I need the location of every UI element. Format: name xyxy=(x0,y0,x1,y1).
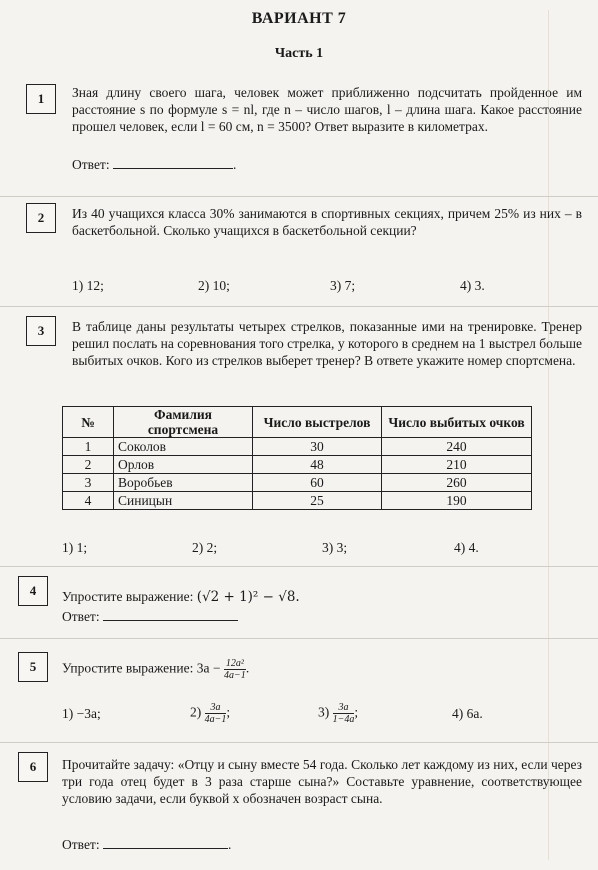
task-3-text: В таблице даны результаты четырех стрелков, показанные ими на тренировке. Тренер решил послать на соревнования того стрелка, у которого в среднем на 1 выстрел больше выбитых очков. Кого из стрелков выберет тренер? В ответе укажите номер спортсмена. xyxy=(72,319,582,368)
task-4-label: Упростите выражение: xyxy=(62,589,194,604)
task-4-answer xyxy=(62,608,238,625)
task-5-text: Упростите выражение: 3a − $\frac{\text{12a²}}{4a-1}$ . xyxy=(62,658,250,681)
fraction-numerator: 3a xyxy=(205,702,227,714)
cell-shots: 30 xyxy=(253,438,382,456)
task-number-3: 3 xyxy=(26,316,56,346)
task-1-text: Зная длину своего шага, человек может приближенно подсчитать пройденное им расстояние s по формуле s = nl, где n – число шагов, l – длина шага. Какое расстояние прошел человек, если l = 60 см, n = 3500? Ответ выразите в километрах. xyxy=(72,85,582,134)
fraction-denominator: 1−4a xyxy=(332,714,355,725)
cell-number: 1 xyxy=(63,438,114,456)
task-2-text: Из 40 учащихся класса 30% занимаются в спортивных секциях, причем 25% из них – в баскетбольной. Сколько учащихся в баскетбольной секции? xyxy=(72,206,582,238)
task-5-label: Упростите выражение: 3a − xyxy=(62,660,221,676)
cell-surname: Воробьев xyxy=(114,474,253,492)
cell-shots: 48 xyxy=(253,456,382,474)
separator xyxy=(0,638,598,639)
task-5-option-1[interactable] xyxy=(62,706,101,722)
option-fraction xyxy=(205,702,227,725)
cell-shots: 60 xyxy=(253,474,382,492)
task-number-2: 2 xyxy=(26,203,56,233)
table-row xyxy=(63,438,532,456)
answer-label: Ответ: xyxy=(72,157,110,172)
table-row xyxy=(63,474,532,492)
task-3-option-1[interactable]: 1) 1; xyxy=(62,540,88,555)
col-header-points: Число выбитых очков xyxy=(382,407,532,438)
fraction-numerator: 3a xyxy=(333,702,355,714)
task-5-option-2[interactable] xyxy=(190,702,230,725)
task-2-option-1[interactable]: 1) 12; xyxy=(72,278,104,293)
option-tail: ; xyxy=(354,704,359,720)
back-page-bleed xyxy=(548,10,589,860)
col-header-shots: Число выстрелов xyxy=(253,407,382,438)
option-label: 3) xyxy=(318,704,330,720)
option-label: 1) −3a; xyxy=(62,706,101,721)
cell-points: 240 xyxy=(382,438,532,456)
answer-label: Ответ: xyxy=(62,609,100,624)
page-title: ВАРИАНТ 7 xyxy=(251,10,347,27)
cell-number: 2 xyxy=(63,456,114,474)
option-label: 4) 6a. xyxy=(452,706,483,721)
separator xyxy=(0,196,598,197)
separator xyxy=(0,742,598,743)
shooters-table xyxy=(62,406,532,510)
col-header-number: № xyxy=(63,407,114,438)
fraction-denominator: 4a−1 xyxy=(223,670,246,681)
answer-line[interactable] xyxy=(113,156,233,169)
task-3-option-2[interactable]: 2) 2; xyxy=(192,540,218,555)
option-label: 2) xyxy=(190,704,202,720)
answer-label: Ответ: xyxy=(62,837,100,852)
separator xyxy=(0,566,598,567)
table-row xyxy=(63,492,532,510)
cell-points: 260 xyxy=(382,474,532,492)
option-fraction xyxy=(333,702,355,725)
separator xyxy=(0,306,598,307)
cell-points: 190 xyxy=(382,492,532,510)
cell-surname: Орлов xyxy=(114,456,253,474)
option-tail: ; xyxy=(226,704,231,720)
cell-points: 210 xyxy=(382,456,532,474)
fraction-denominator: 4a−1 xyxy=(204,714,227,725)
cell-number: 4 xyxy=(63,492,114,510)
task-2-option-3[interactable]: 3) 7; xyxy=(330,278,356,293)
task-1-answer: Ответ: . xyxy=(72,157,237,172)
task-4-expression: (√2 + 1)² − √8. xyxy=(196,589,300,605)
answer-line[interactable] xyxy=(103,608,238,621)
task-6-text: Прочитайте задачу: «Отцу и сыну вместе 54 года. Сколько лет каждому из них, если через три года отец будет в 3 раза старше сына?» Составьте уравнение, соответствующее условию задачи, если буквой x обозначен возраст сына. xyxy=(62,757,582,806)
col-header-surname: Фамилия спортсмена xyxy=(114,407,253,438)
fraction-numerator: 12a² xyxy=(225,658,244,669)
part-heading: Часть 1 xyxy=(274,46,324,61)
task-number-4: 4 xyxy=(18,576,48,606)
task-number-6: 6 xyxy=(18,752,48,782)
task-6-answer: Ответ: . xyxy=(62,837,232,852)
task-4-text xyxy=(62,588,300,606)
task-number-1: 1 xyxy=(26,84,56,114)
task-3-option-3[interactable]: 3) 3; xyxy=(322,540,348,555)
task-2-option-2[interactable]: 2) 10; xyxy=(198,278,230,293)
cell-number: 3 xyxy=(63,474,114,492)
task-5-fraction xyxy=(224,658,246,681)
cell-surname: Синицын xyxy=(114,492,253,510)
task-5-option-4[interactable] xyxy=(452,706,483,722)
task-3-option-4[interactable]: 4) 4. xyxy=(454,540,479,555)
cell-surname: Соколов xyxy=(114,438,253,456)
table-header-row xyxy=(63,407,532,438)
task-number-5: 5 xyxy=(18,652,48,682)
cell-shots: 25 xyxy=(253,492,382,510)
table-row xyxy=(63,456,532,474)
task-5-option-3[interactable] xyxy=(318,702,358,725)
task-2-option-4[interactable]: 4) 3. xyxy=(460,278,485,293)
answer-line[interactable] xyxy=(103,836,228,849)
